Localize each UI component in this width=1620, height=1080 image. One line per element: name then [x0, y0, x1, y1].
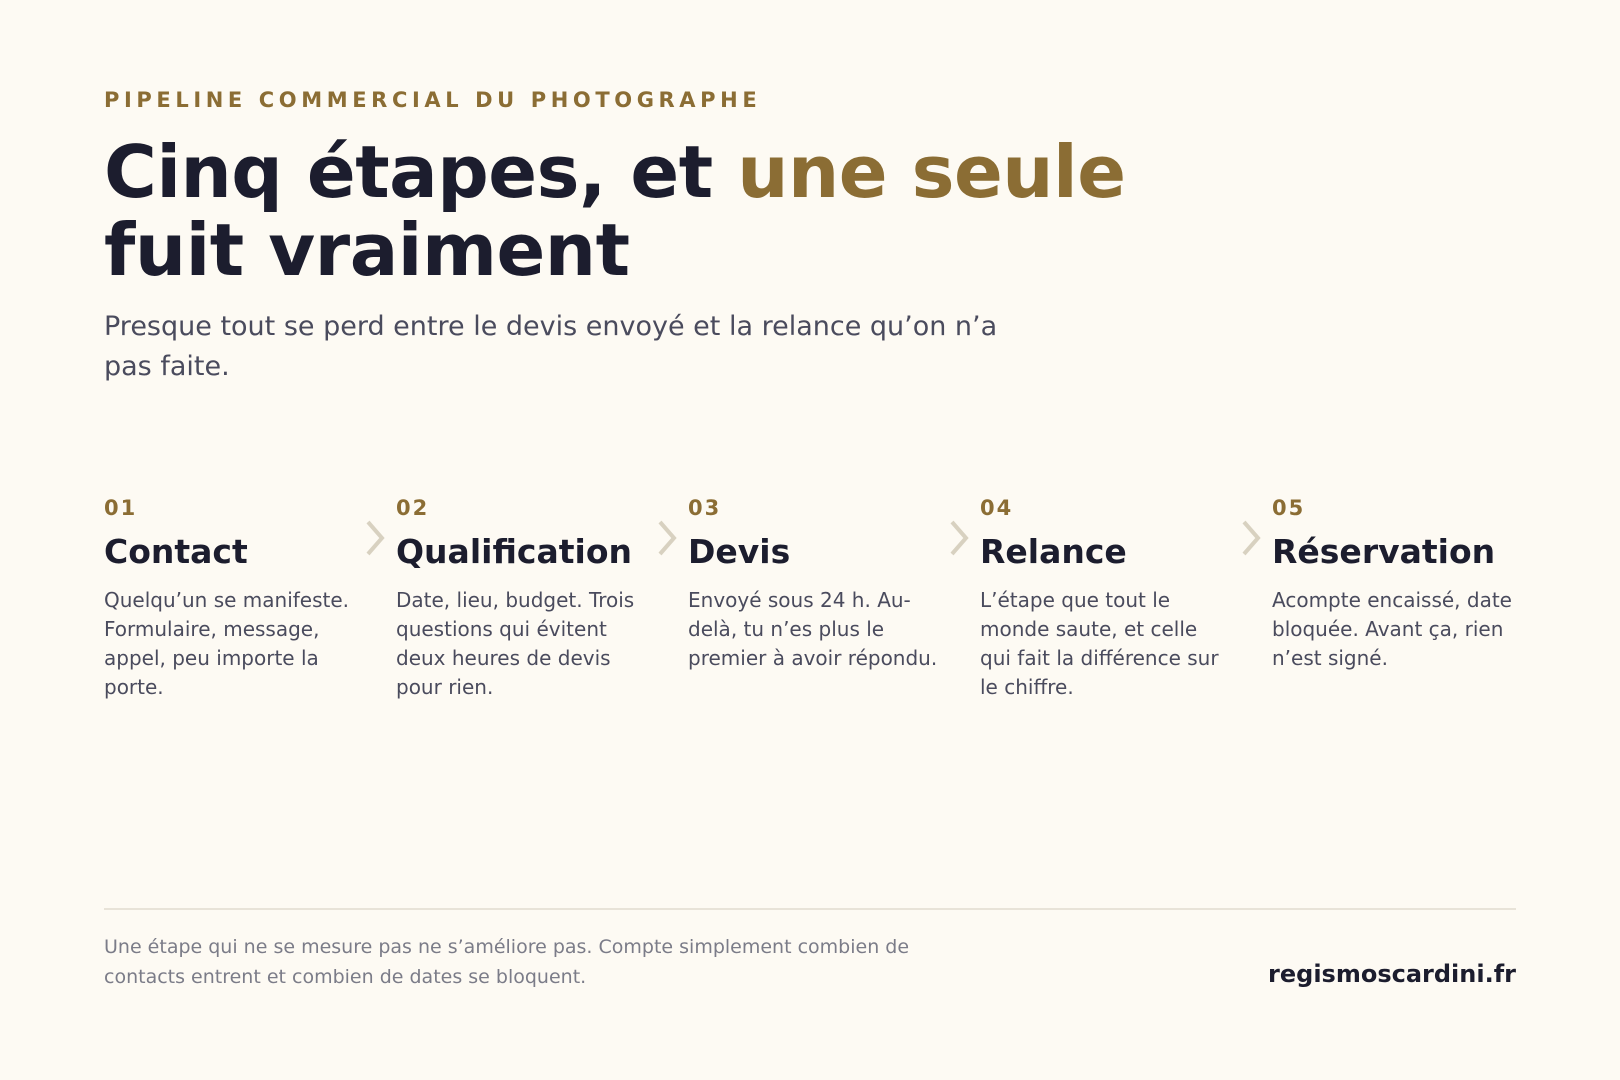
step-title: Contact	[104, 532, 248, 571]
step-number: 05	[1272, 496, 1306, 520]
page	[104, 0, 1516, 1080]
step-contact	[104, 494, 354, 702]
step-description: L’étape que tout le monde saute, et celle qui fait la différence sur le chiffre.	[980, 588, 1219, 699]
title-part-1: Cinq étapes, et	[104, 130, 738, 214]
footer-divider	[104, 908, 1516, 910]
footer-note: Une étape qui ne se mesure pas ne s’améliore pas. Compte simplement combien de contacts entrent et combien de dates se bloquent.	[104, 936, 910, 988]
chevron-right-icon	[363, 518, 389, 558]
step-reservation	[1272, 494, 1522, 673]
title-part-2: fuit vraiment	[104, 208, 630, 292]
step-number: 04	[980, 496, 1014, 520]
step-qualification	[396, 494, 646, 702]
step-number: 02	[396, 496, 430, 520]
title-accent: une seule	[737, 130, 1126, 214]
pipeline-steps	[104, 494, 1516, 714]
step-number: 01	[104, 496, 138, 520]
step-title: Réservation	[1272, 532, 1496, 571]
step-title: Qualification	[396, 532, 632, 571]
step-description: Date, lieu, budget. Trois questions qui évitent deux heures de devis pour rien.	[396, 588, 635, 699]
step-relance	[980, 494, 1230, 702]
chevron-right-icon	[655, 518, 681, 558]
page-subtitle: Presque tout se perd entre le devis envoyé et la relance qu’on n’a pas faite.	[104, 311, 998, 382]
chevron-right-icon	[1239, 518, 1265, 558]
page-title	[104, 130, 1304, 292]
eyebrow-label: PIPELINE COMMERCIAL DU PHOTOGRAPHE	[104, 88, 762, 112]
website-link[interactable]: regismoscardini.fr	[1268, 960, 1516, 988]
step-title: Relance	[980, 532, 1127, 571]
step-devis	[688, 494, 938, 673]
step-number: 03	[688, 496, 722, 520]
step-description: Envoyé sous 24 h. Au-delà, tu n’es plus le premier à avoir répondu.	[688, 588, 938, 670]
step-description: Acompte encaissé, date bloquée. Avant ça, rien n’est signé.	[1272, 588, 1512, 670]
step-description: Quelqu’un se manifeste. Formulaire, message, appel, peu importe la porte.	[104, 588, 350, 699]
step-title: Devis	[688, 532, 791, 571]
chevron-right-icon	[947, 518, 973, 558]
